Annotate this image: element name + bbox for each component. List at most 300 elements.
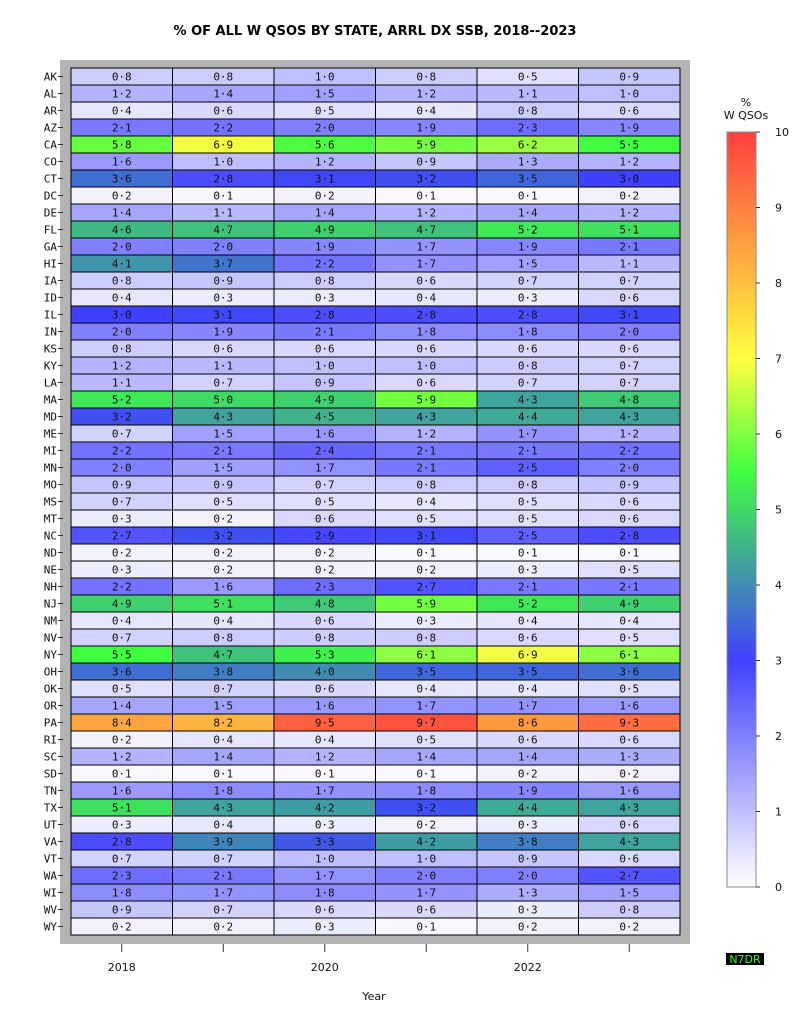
cell-value: 1·5 [213,461,234,475]
cell-value: 0·8 [314,274,335,288]
cell-value: 0·1 [619,546,640,560]
cell-value: 0·9 [619,478,640,492]
cell-value: 3·5 [517,665,538,679]
cell-value: 0·5 [314,495,335,509]
state-label: FL [43,223,57,237]
cell-value: 1·7 [416,240,437,254]
state-label: CT [43,172,57,186]
cell-value: 0·4 [416,104,437,118]
cell-value: 5·2 [111,393,132,407]
cell-value: 5·1 [111,801,132,815]
cell-value: 0·7 [111,495,132,509]
state-label: MA [43,393,57,407]
cell-value: 1·5 [619,886,640,900]
cell-value: 0·6 [416,274,437,288]
cell-value: 0·8 [416,478,437,492]
cell-value: 0·3 [314,920,335,934]
cell-value: 3·1 [314,172,335,186]
cell-value: 0·7 [213,903,234,917]
colorbar-tick-label: 0 [775,881,782,894]
cell-value: 0·2 [213,920,234,934]
state-label: AR [43,104,57,118]
cell-value: 0·6 [619,342,640,356]
cell-value: 2·2 [314,257,335,271]
cell-value: 2·4 [314,444,335,458]
cell-value: 1·8 [416,784,437,798]
cell-value: 1·6 [111,784,132,798]
cell-value: 5·0 [213,393,234,407]
state-label: NY [43,648,57,662]
colorbar-tick-label: 3 [775,654,782,668]
cell-value: 0·6 [517,631,538,645]
cell-value: 0·2 [213,512,234,526]
cell-value: 1·2 [416,427,437,441]
cell-value: 1·1 [213,206,234,220]
cell-value: 2·1 [416,461,437,475]
cell-value: 5·9 [416,138,437,152]
state-label: PA [43,716,57,730]
cell-value: 0·3 [517,903,538,917]
state-label: OK [43,682,57,696]
cell-value: 2·0 [619,461,640,475]
cell-value: 1·2 [111,750,132,764]
cell-value: 0·6 [517,733,538,747]
cell-value: 1·1 [517,87,538,101]
cell-value: 4·2 [314,801,335,815]
cell-value: 1·6 [314,699,335,713]
cell-value: 2·0 [619,325,640,339]
cell-value: 0·6 [619,818,640,832]
cell-value: 5·9 [416,597,437,611]
cell-value: 0·4 [213,818,234,832]
cell-value: 4·9 [619,597,640,611]
cell-value: 0·8 [416,70,437,84]
cell-value: 1·2 [619,206,640,220]
cell-value: 0·5 [619,682,640,696]
cell-value: 2·1 [517,580,538,594]
cell-value: 0·1 [416,920,437,934]
cell-value: 0·2 [619,920,640,934]
cell-value: 4·2 [416,835,437,849]
cell-value: 0·9 [213,274,234,288]
cell-value: 2·7 [416,580,437,594]
cell-value: 2·0 [314,121,335,135]
cell-value: 3·1 [619,308,640,322]
cell-value: 1·7 [517,699,538,713]
cell-value: 2·0 [111,461,132,475]
cell-value: 2·0 [517,869,538,883]
cell-value: 0·2 [619,767,640,781]
cell-value: 1·7 [314,784,335,798]
cell-value: 1·6 [314,427,335,441]
state-label: MD [43,410,57,424]
cell-value: 2·7 [111,529,132,543]
cell-value: 1·2 [314,750,335,764]
cell-value: 1·8 [111,886,132,900]
cell-value: 6·1 [619,648,640,662]
cell-value: 1·4 [416,750,437,764]
cell-value: 0·4 [314,733,335,747]
cell-value: 0·5 [416,733,437,747]
cell-value: 0·9 [213,478,234,492]
cell-value: 4·3 [213,410,234,424]
cell-value: 0·5 [213,495,234,509]
cell-value: 0·2 [111,546,132,560]
x-axis-ticks [108,944,630,974]
cell-value: 0·7 [619,274,640,288]
cell-value: 0·4 [619,614,640,628]
cell-value: 1·4 [314,206,335,220]
cell-value: 0·7 [213,852,234,866]
cell-value: 0·7 [213,682,234,696]
colorbar-tick-label: 9 [775,201,782,215]
colorbar-title: % W QSOs [723,96,769,122]
state-label: DE [43,206,57,220]
cell-value: 3·2 [111,410,132,424]
cell-value: 2·1 [619,580,640,594]
cell-value: 0·1 [314,767,335,781]
state-label: WV [43,903,57,917]
cell-value: 3·5 [517,172,538,186]
cell-value: 0·6 [619,291,640,305]
cell-value: 0·4 [213,614,234,628]
cell-value: 0·6 [314,512,335,526]
cell-value: 0·6 [314,614,335,628]
state-label: MT [43,512,57,526]
cell-value: 1·1 [619,257,640,271]
cell-value: 1·7 [416,699,437,713]
cell-value: 1·8 [213,784,234,798]
cell-value: 3·8 [213,665,234,679]
cell-value: 2·0 [213,240,234,254]
cell-value: 4·3 [416,410,437,424]
state-label: WY [43,920,57,934]
cell-value: 0·8 [213,631,234,645]
cell-value: 0·3 [314,291,335,305]
cell-value: 2·0 [416,869,437,883]
cell-value: 4·3 [619,410,640,424]
cell-value: 4·0 [314,665,335,679]
cell-value: 1·7 [213,886,234,900]
cell-value: 3·7 [213,257,234,271]
cell-value: 1·7 [416,257,437,271]
cell-value: 1·4 [111,206,132,220]
cell-value: 3·6 [111,172,132,186]
cell-value: 0·8 [517,478,538,492]
cell-value: 2·8 [416,308,437,322]
cell-value: 1·4 [213,750,234,764]
cell-value: 0·8 [517,104,538,118]
cell-value: 0·7 [111,852,132,866]
cell-value: 0·6 [619,852,640,866]
state-label: CO [43,155,57,169]
cell-value: 4·8 [619,393,640,407]
cell-value: 4·7 [416,223,437,237]
cell-value: 4·6 [111,223,132,237]
cell-value: 0·8 [416,631,437,645]
state-label: TN [43,784,57,798]
cell-value: 0·6 [416,376,437,390]
state-label: TX [43,801,57,815]
cell-value: 2·2 [111,580,132,594]
cell-value: 0·6 [314,342,335,356]
cell-value: 0·4 [416,495,437,509]
state-label: NE [43,563,57,577]
cell-value: 1·0 [314,852,335,866]
cell-value: 9·3 [619,716,640,730]
state-label: ND [43,546,57,560]
cell-value: 0·2 [111,920,132,934]
cell-value: 0·2 [314,563,335,577]
cell-value: 0·4 [517,682,538,696]
cell-value: 0·7 [213,376,234,390]
cell-value: 0·2 [619,189,640,203]
state-label: NC [43,529,57,543]
state-label: IN [43,325,57,339]
cell-value: 0·2 [517,767,538,781]
cell-value: 3·2 [416,172,437,186]
cell-value: 5·9 [416,393,437,407]
cell-value: 0·7 [111,427,132,441]
state-label: HI [43,257,57,271]
cell-value: 0·2 [111,733,132,747]
cell-value: 0·3 [314,818,335,832]
cell-value: 2·8 [213,172,234,186]
cell-value: 5·5 [111,648,132,662]
cell-value: 1·2 [314,155,335,169]
cell-value: 1·6 [213,580,234,594]
colorbar [727,132,756,887]
cell-value: 5·6 [314,138,335,152]
cell-value: 1·4 [213,87,234,101]
cell-value: 1·0 [416,852,437,866]
cell-value: 1·0 [314,70,335,84]
cell-value: 0·3 [416,614,437,628]
cell-value: 4·9 [314,393,335,407]
cell-value: 0·2 [314,189,335,203]
cell-value: 0·6 [619,733,640,747]
state-label: WA [43,869,57,883]
state-label: GA [43,240,57,254]
cell-value: 1·8 [314,886,335,900]
cell-value: 6·9 [517,648,538,662]
cell-value: 2·8 [111,835,132,849]
cell-value: 4·3 [619,835,640,849]
cell-value: 0·4 [111,291,132,305]
cell-value: 4·3 [619,801,640,815]
credit-text: N7DR [729,953,761,966]
cell-value: 2·5 [517,529,538,543]
cell-value: 9·7 [416,716,437,730]
colorbar-tick-label: 5 [775,503,782,517]
cell-value: 1·0 [619,87,640,101]
cell-value: 0·8 [111,274,132,288]
cell-value: 1·3 [517,886,538,900]
cell-value: 0·8 [111,342,132,356]
state-label: CA [43,138,57,152]
state-label: LA [43,376,57,390]
cell-value: 0·7 [619,359,640,373]
state-label: MS [43,495,57,509]
cell-value: 0·5 [517,512,538,526]
x-tick-label: 2018 [107,961,136,974]
cell-value: 3·1 [213,308,234,322]
cell-value: 3·2 [213,529,234,543]
cell-value: 6·2 [517,138,538,152]
state-label: MO [43,478,57,492]
cell-value: 0·5 [619,631,640,645]
cell-value: 1·7 [314,869,335,883]
cell-value: 1·9 [314,240,335,254]
cell-value: 2·7 [619,869,640,883]
cell-value: 0·6 [416,342,437,356]
cell-value: 5·3 [314,648,335,662]
cell-value: 3·0 [619,172,640,186]
heatmap-cells [71,68,680,935]
cell-value: 4·7 [213,223,234,237]
cell-value: 1·0 [213,155,234,169]
state-label: OR [43,699,57,713]
cell-value: 0·1 [517,546,538,560]
cell-value: 3·0 [111,308,132,322]
cell-value: 0·3 [517,291,538,305]
cell-value: 2·9 [314,529,335,543]
cell-value: 1·1 [111,376,132,390]
cell-value: 4·8 [314,597,335,611]
cell-value: 2·5 [517,461,538,475]
colorbar-tick-label: 8 [775,277,782,290]
state-label: MN [43,461,57,475]
state-label: VT [43,852,57,866]
cell-value: 5·5 [619,138,640,152]
cell-value: 4·9 [111,597,132,611]
cell-value: 1·4 [111,699,132,713]
state-label: SC [43,750,57,764]
cell-value: 1·4 [517,206,538,220]
cell-value: 0·5 [416,512,437,526]
cell-value: 4·1 [111,257,132,271]
cell-value: 4·5 [314,410,335,424]
cell-value: 0·3 [213,291,234,305]
cell-value: 0·2 [111,189,132,203]
cell-value: 1·9 [517,240,538,254]
cell-value: 0·9 [314,376,335,390]
colorbar-tick-label: 10 [775,126,789,139]
cell-value: 0·9 [111,478,132,492]
colorbar-ticks [756,126,789,894]
cell-value: 0·4 [111,104,132,118]
cell-value: 0·4 [416,291,437,305]
state-label: KS [43,342,57,356]
cell-value: 0·3 [111,512,132,526]
state-label: RI [43,733,57,747]
cell-value: 3·3 [314,835,335,849]
cell-value: 0·8 [517,359,538,373]
cell-value: 0·6 [517,342,538,356]
cell-value: 1·2 [111,359,132,373]
cell-value: 1·6 [111,155,132,169]
cell-value: 1·8 [517,325,538,339]
cell-value: 0·7 [517,274,538,288]
cell-value: 5·1 [619,223,640,237]
cell-value: 0·6 [619,104,640,118]
cell-value: 1·6 [619,699,640,713]
cell-value: 0·8 [314,631,335,645]
cell-value: 0·6 [213,342,234,356]
state-label: ID [43,291,57,305]
cell-value: 1·3 [619,750,640,764]
cell-value: 3·9 [213,835,234,849]
cell-value: 0·5 [314,104,335,118]
cell-value: 0·6 [416,903,437,917]
state-label: AZ [43,121,57,135]
colorbar-tick-label: 1 [775,805,782,819]
cell-value: 0·6 [314,903,335,917]
cell-value: 5·8 [111,138,132,152]
cell-value: 2·8 [619,529,640,543]
cell-value: 4·9 [314,223,335,237]
cell-value: 1·7 [416,886,437,900]
cell-value: 0·6 [314,682,335,696]
colorbar-tick-label: 6 [775,428,782,441]
cell-value: 0·3 [517,818,538,832]
cell-value: 1·3 [517,155,538,169]
cell-value: 2·8 [314,308,335,322]
cell-value: 1·9 [619,121,640,135]
state-label: SD [43,767,57,781]
state-label: NM [43,614,57,628]
cell-value: 1·0 [314,359,335,373]
cell-value: 0·2 [416,818,437,832]
cell-value: 2·1 [213,444,234,458]
cell-value: 1·7 [517,427,538,441]
state-label: AK [43,70,57,84]
cell-value: 0·7 [111,631,132,645]
cell-value: 6·1 [416,648,437,662]
cell-value: 4·7 [213,648,234,662]
cell-value: 0·6 [619,495,640,509]
x-tick-label: 2020 [310,961,339,974]
cell-value: 0·6 [213,104,234,118]
cell-value: 0·4 [213,733,234,747]
cell-value: 0·2 [213,546,234,560]
state-label: AL [43,87,57,101]
cell-value: 2·2 [619,444,640,458]
cell-value: 3·6 [619,665,640,679]
cell-value: 0·3 [111,563,132,577]
cell-value: 0·1 [517,189,538,203]
cell-value: 2·2 [111,444,132,458]
state-label: DC [43,189,57,203]
chart-title: % OF ALL W QSOS BY STATE, ARRL DX SSB, 2018--2023 [173,24,577,39]
state-label: UT [43,818,57,832]
cell-value: 0·1 [416,767,437,781]
cell-value: 2·3 [111,869,132,883]
cell-value: 1·0 [416,359,437,373]
cell-value: 4·4 [517,801,538,815]
cell-value: 6·9 [213,138,234,152]
cell-value: 1·2 [111,87,132,101]
cell-value: 8·4 [111,716,132,730]
cell-value: 2·1 [517,444,538,458]
state-label: MI [43,444,57,458]
cell-value: 4·4 [517,410,538,424]
cell-value: 8·6 [517,716,538,730]
cell-value: 1·4 [517,750,538,764]
cell-value: 3·6 [111,665,132,679]
colorbar-tick-label: 4 [775,579,782,592]
state-label: VA [43,835,57,849]
